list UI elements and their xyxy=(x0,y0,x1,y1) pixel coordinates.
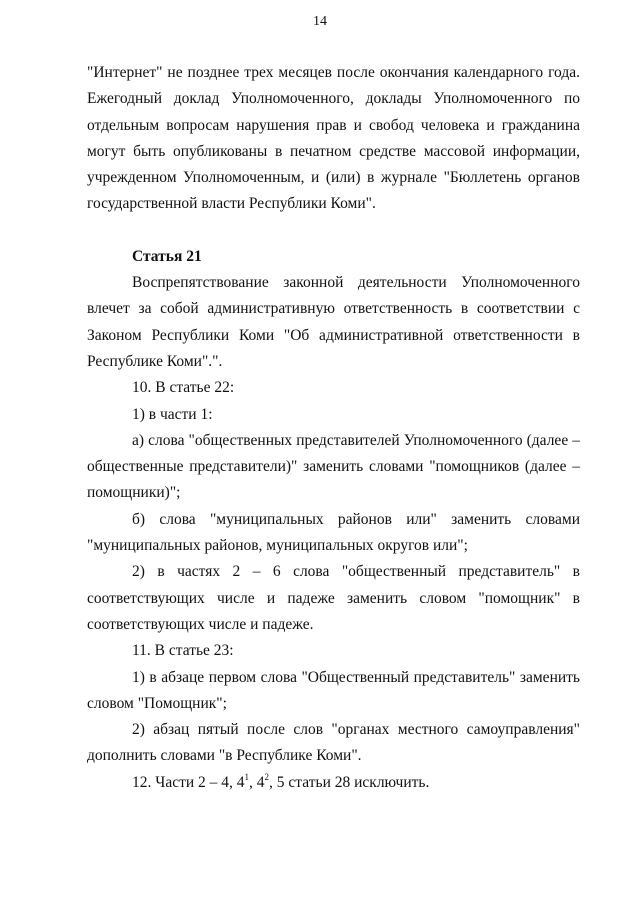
superscript-1: 1 xyxy=(244,771,250,782)
list-item: 2) в частях 2 – 6 слова "общественный представитель" в соответствующих числе и падеже заменить словом "помощник" в соответствующих числе и падеже. xyxy=(87,563,580,633)
page-number: 14 xyxy=(313,14,327,29)
list-item: 11. В статье 23: xyxy=(132,642,234,660)
superscript-2: 2 xyxy=(264,771,270,782)
last-item-suffix: , 5 статьи 28 исключить. xyxy=(269,773,430,791)
article-text: Воспрепятствование законной деятельности Уполномоченного влечет за собой административную ответственность в соответствии с Законом Республики Коми "Об административной ответственности в Республике Коми".". xyxy=(87,274,580,370)
list-item: 2) абзац пятый после слов "органах местного самоуправления" дополнить словами "в Республике Коми". xyxy=(87,721,580,765)
list-item: б) слова "муниципальных районов или" заменить словами "муниципальных районов, муниципальных округов или"; xyxy=(87,510,580,555)
list-item: 1) в абзаце первом слова "Общественный представитель" заменить словом "Помощник"; xyxy=(87,668,580,712)
paragraph-continued: "Интернет" не позднее трех месяцев после окончания календарного года. Ежегодный доклад Уполномоченного, доклады Уполномоченного по отдельным вопросам нарушения прав и свобод человека и гражданина могут быть опубликованы в печатном средстве массовой информации, учрежденном Уполномоченным, и (или) в журнале "Бюллетень органов государственной власти Республики Коми". xyxy=(87,64,580,213)
list-item: 1) в части 1: xyxy=(132,405,213,423)
list-item: а) слова "общественных представителей Уполномоченного (далее – общественные представители)" заменить словами "помощников (далее – помощники)"; xyxy=(87,431,580,502)
last-item-mid: , 4 xyxy=(249,773,265,791)
document-body xyxy=(87,60,580,796)
article-title: Статья 21 xyxy=(132,247,202,265)
list-item: 10. В статье 22: xyxy=(132,379,235,397)
last-item-prefix: 12. Части 2 – 4, 4 xyxy=(132,773,245,791)
list-item-last xyxy=(87,770,580,796)
